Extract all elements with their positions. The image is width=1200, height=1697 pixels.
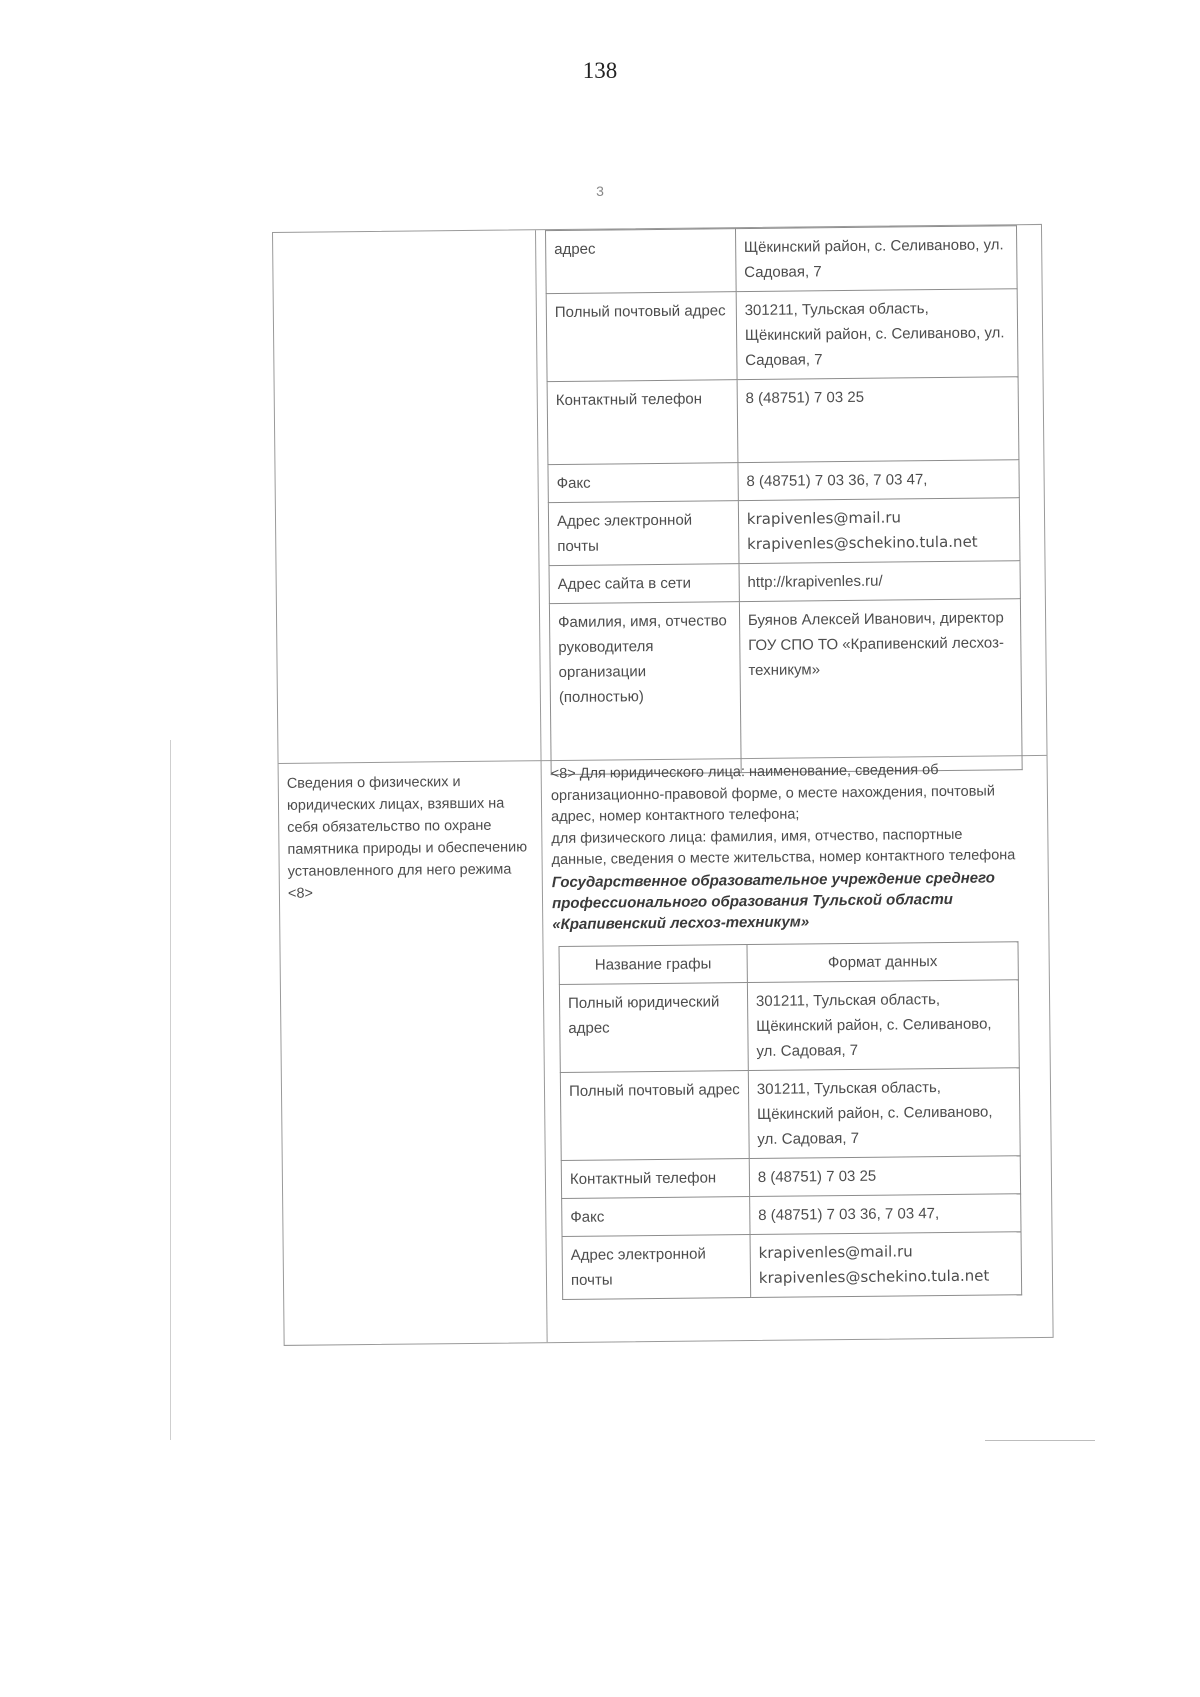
row-value: 8 (48751) 7 03 25 (749, 1156, 1021, 1197)
row-value: http://krapivenles.ru/ (739, 561, 1021, 602)
table-row (548, 460, 1019, 503)
table-row (562, 1232, 1022, 1300)
row-label: Адрес электронной почты (548, 501, 738, 566)
email-primary: krapivenles@mail.ru (758, 1242, 913, 1262)
row-value (750, 1232, 1022, 1298)
section-label: Сведения о физических и юридических лицах, взявших на себя обязательство по охране памятника природы и обеспечению установленного для него режима <8> (286, 774, 528, 902)
row-label: Факс (562, 1197, 750, 1237)
table-row (546, 289, 1018, 382)
document-table (272, 224, 1054, 1346)
table-row (546, 226, 1018, 294)
row-value: 8 (48751) 7 03 25 (737, 377, 1019, 463)
row-label: Полный почтовый адрес (560, 1071, 749, 1161)
row-value: 8 (48751) 7 03 36, 7 03 47, (749, 1194, 1021, 1235)
scan-page-number: 3 (596, 183, 604, 199)
scan-edge-bottom (985, 1440, 1095, 1441)
row-label: Контактный телефон (547, 380, 738, 465)
table-row (561, 1156, 1020, 1199)
row-value: 8 (48751) 7 03 36, 7 03 47, (738, 460, 1020, 501)
row-label: Адрес сайта в сети (549, 564, 739, 604)
row-label: Факс (548, 463, 738, 503)
scan-edge-left (170, 740, 171, 1440)
table-header-row (559, 942, 1018, 985)
table-row (549, 561, 1020, 604)
column-divider (535, 230, 548, 1342)
row-label: Контактный телефон (561, 1159, 749, 1199)
row-value: 301211, Тульская область, Щёкинский район, с. Селиваново, ул. Садовая, 7 (748, 1068, 1020, 1159)
table-row (548, 498, 1020, 566)
note-legal-entity: <8> Для юридического лица: наименование, сведения об организационно-правовой форме, о месте нахождения, почтовый адрес, номер контактного телефона; (550, 762, 995, 826)
email-secondary: krapivenles@schekino.tula.net (758, 1266, 990, 1287)
responsible-party-table (558, 941, 1022, 1300)
row-label: Фамилия, имя, отчество руководителя организации (полностью) (549, 602, 741, 775)
row-value: 301211, Тульская область, Щёкинский район, с. Селиваново, ул. Садовая, 7 (747, 980, 1019, 1071)
table-row (559, 980, 1019, 1073)
table-row (547, 377, 1019, 465)
row-value: Буянов Алексей Иванович, директор ГОУ СПО ТО «Крапивенский лесхоз-техникум» (739, 599, 1022, 773)
row-label: Полный юридический адрес (559, 983, 748, 1073)
organization-details-table (545, 225, 1023, 775)
page-number: 138 (582, 58, 618, 83)
column-header: Название графы (559, 945, 747, 985)
table-row (562, 1194, 1021, 1237)
column-header: Формат данных (747, 942, 1019, 983)
row-value: Щёкинский район, с. Селиваново, ул. Садовая, 7 (735, 226, 1017, 292)
row-value: 301211, Тульская область, Щёкинский район, с. Селиваново, ул. Садовая, 7 (736, 289, 1018, 380)
row-label: адрес (546, 229, 736, 294)
table-row (560, 1068, 1020, 1161)
footnote (551, 759, 1023, 934)
note-individual: для физического лица: фамилия, имя, отчество, паспортные данные, сведения о месте жительства, номер контактного телефона (551, 826, 1016, 869)
email-secondary: krapivenles@schekino.tula.net (747, 532, 978, 554)
row-label: Адрес электронной почты (562, 1235, 751, 1300)
organization-name: Государственное образовательное учреждение среднего профессионального образования Тульской области «Крапивенский лесхоз-техникум» (551, 868, 995, 933)
email-primary: krapivenles@mail.ru (746, 508, 902, 529)
row-label: Полный почтовый адрес (546, 292, 737, 382)
row-value (738, 498, 1020, 564)
table-row (549, 599, 1022, 775)
